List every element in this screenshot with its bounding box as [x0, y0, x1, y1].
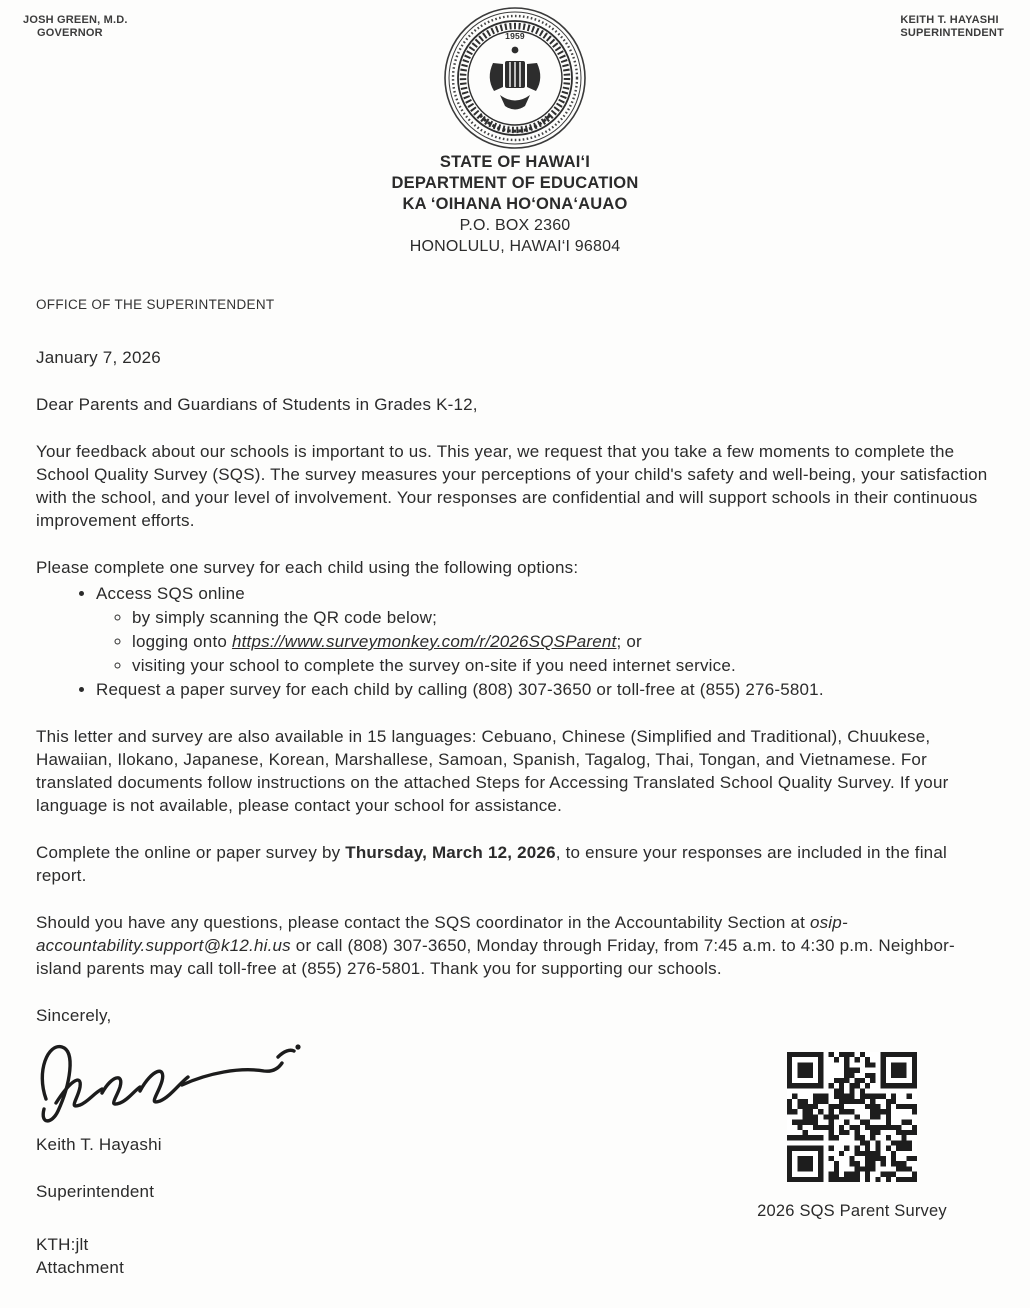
governor-name: JOSH GREEN, M.D.: [23, 14, 128, 26]
qr-block: [732, 1052, 972, 1223]
deadline-pre: Complete the online or paper survey by: [36, 843, 346, 862]
contact-pre: Should you have any questions, please contact the SQS coordinator in the Accountability Section at: [36, 913, 810, 932]
org-line-hawaiian: KA ‘OIHANA HO‘ONA‘AUAO: [402, 195, 628, 213]
superintendent-block: [900, 14, 1004, 40]
department-address: [0, 152, 1030, 257]
suboption-onsite: ◦ visiting your school to complete the survey on-site if you need internet service.: [132, 654, 992, 677]
option-online-label: Access SQS online: [96, 584, 245, 603]
qr-caption: 2026 SQS Parent Survey: [757, 1202, 947, 1220]
contact-post: or call (808) 307-3650, Monday through Friday, from 7:45 a.m. to 4:30 p.m. Neighbor-island parents may call toll-free at (855) 276-5801. Thank you for supporting our schools.: [36, 936, 955, 978]
signer-title: Superintendent: [36, 1182, 155, 1201]
suboption-url: [132, 630, 992, 653]
suboption-qr-scan: ◦ by simply scanning the QR code below;: [132, 606, 992, 629]
survey-url-link: https://www.surveymonkey.com/r/2026SQSParent: [231, 632, 617, 651]
suboption-url-pre: logging onto: [132, 632, 232, 651]
para-languages: This letter and survey are also available in 15 languages: Cebuano, Chinese (Simplified and Traditional), Chuukese, Hawaiian, Ilokano, Japanese, Korean, Marshallese, Samoan, Spanish, Tagalog, Thai, Tongan, and Vietnamese. For translated documents follow instructions on the attached Steps for Accessing Translated School Quality Survey. If your language is not available, please contact your school for assistance.: [36, 727, 949, 815]
deadline-post: , to ensure your responses are included in the final report.: [36, 843, 947, 885]
options-list: [36, 582, 992, 701]
para-contact: [36, 911, 992, 980]
para-options-intro: Please complete one survey for each child using the following options:: [36, 558, 579, 577]
org-line-city: HONOLULU, HAWAI‘I 96804: [409, 238, 621, 255]
letterhead: [0, 0, 1030, 150]
contact-email: osip-accountability.support@k12.hi.us: [36, 913, 848, 955]
letter-date: January 7, 2026: [36, 348, 161, 367]
seal-wrap: [0, 5, 1030, 157]
valediction: Sincerely,: [36, 1006, 112, 1025]
governor-title: GOVERNOR: [37, 27, 103, 39]
option-online: [96, 582, 992, 677]
enclosure-note: Attachment: [36, 1258, 124, 1277]
hawaii-state-seal-icon: [442, 5, 588, 151]
office-line: OFFICE OF THE SUPERINTENDENT: [36, 297, 275, 312]
org-line-department: DEPARTMENT OF EDUCATION: [391, 174, 639, 192]
online-suboptions-list: [96, 606, 992, 677]
salutation: Dear Parents and Guardians of Students in Grades K-12,: [36, 395, 478, 414]
option-paper: • Request a paper survey for each child by calling (808) 307-3650 or toll-free at (855) 276-5801.: [96, 678, 992, 701]
para-feedback: Your feedback about our schools is important to us. This year, we request that you take a few moments to complete the School Quality Survey (SQS). The survey measures your perceptions of your child's safety and well-being, your satisfaction with the school, and your level of involvement. Your responses are confidential and will support schools in their continuous improvement efforts.: [36, 442, 988, 530]
org-line-state: STATE OF HAWAI‘I: [439, 153, 591, 171]
qr-code-icon: [787, 1052, 917, 1182]
superintendent-name: KEITH T. HAYASHI: [900, 14, 999, 26]
superintendent-title: SUPERINTENDENT: [900, 27, 1004, 39]
signature-icon: [32, 1033, 312, 1133]
reference-initials: KTH:jlt: [36, 1235, 89, 1254]
suboption-url-post: ; or: [616, 632, 642, 651]
deadline-date: Thursday, March 12, 2026: [345, 843, 556, 862]
org-line-pobox: P.O. BOX 2360: [459, 217, 571, 234]
para-deadline: [36, 841, 992, 887]
signer-name: Keith T. Hayashi: [36, 1135, 162, 1154]
seal-year-text: 1959: [505, 31, 525, 41]
